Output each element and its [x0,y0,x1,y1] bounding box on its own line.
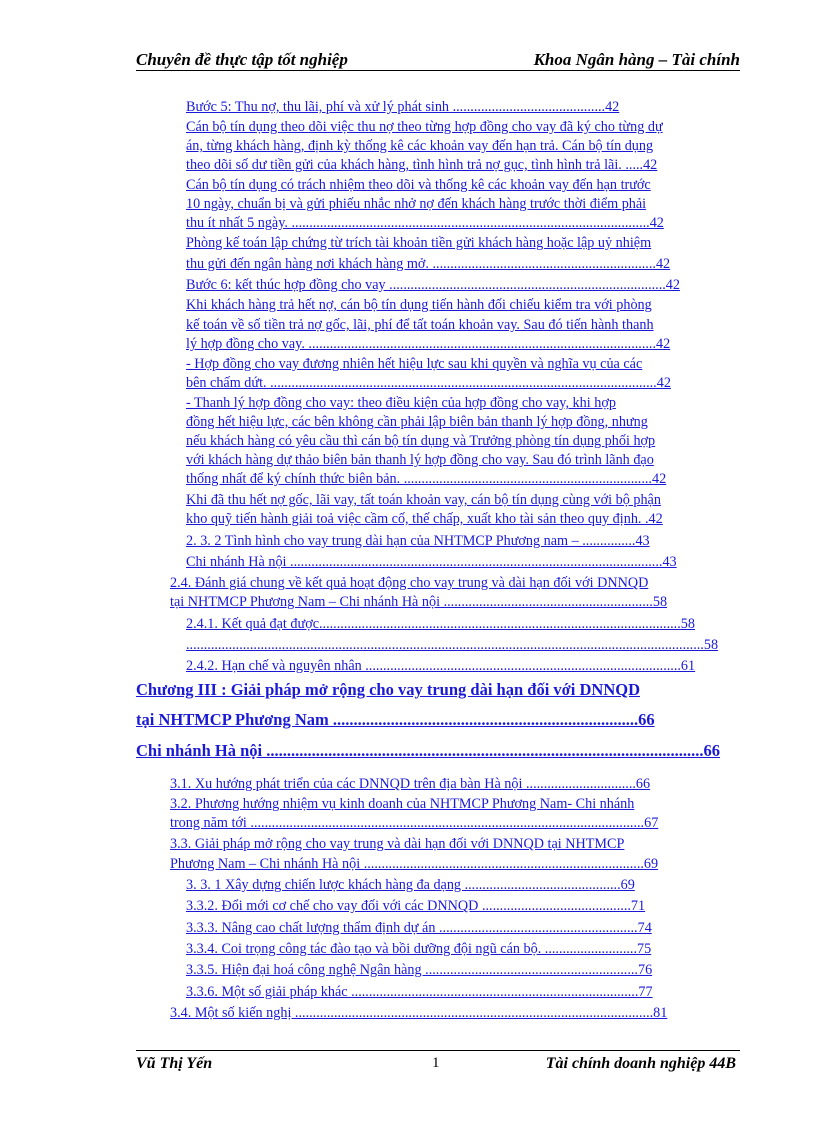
toc-entry[interactable]: đồng hết hiệu lực, các bên không cần phải lập biên bản thanh lý hợp đồng, nhưng [186,414,648,430]
toc-entry[interactable]: Bước 6: kết thúc hợp đồng cho vay ..............................................................................42 [186,277,680,293]
toc-entry[interactable]: 3.3.3. Nâng cao chất lượng thẩm định dự án ........................................................74 [186,920,652,936]
chapter-heading[interactable]: Chương III : Giải pháp mở rộng cho vay trung dài hạn đối với DNNQD [136,680,640,699]
toc-entry[interactable]: tại NHTMCP Phương Nam – Chi nhánh Hà nội ...........................................................58 [170,594,668,610]
toc-entry[interactable]: thu gửi đến ngân hàng nơi khách hàng mở. ...............................................................42 [186,256,671,272]
toc-entry[interactable]: 3.1. Xu hướng phát triển của các DNNQD trên địa bàn Hà nội ...............................66 [170,776,651,792]
toc-entry[interactable]: trong năm tới ...............................................................................................................67 [170,815,659,831]
toc-entry[interactable]: Bước 5: Thu nợ, thu lãi, phí và xử lý phát sinh ...........................................42 [186,99,620,115]
toc-entry[interactable]: Phương Nam – Chi nhánh Hà nội ...............................................................................69 [170,856,659,872]
toc-entry[interactable]: thống nhất để ký chính thức biên bản. ......................................................................42 [186,471,667,487]
toc-entry[interactable]: - Thanh lý hợp đồng cho vay: theo điều kiện của hợp đồng cho vay, khi hợp [186,395,616,411]
toc-entry[interactable]: án, từng khách hàng, định kỳ thống kê các khoản vay đến hạn trả. Cán bộ tín dụng [186,138,654,154]
toc-entry[interactable]: 3.3. Giải pháp mở rộng cho vay trung và dài hạn đối với DNNQD tại NHTMCP [170,836,625,852]
header-title-right: Khoa Ngân hàng – Tài chính [533,50,740,69]
toc-entry[interactable]: kế toán về số tiền trả nợ gốc, lãi, phí để tất toán khoản vay. Sau đó tiến hành thanh [186,317,654,333]
toc-entry[interactable]: Khi khách hàng trả hết nợ, cán bộ tín dụng tiến hành đối chiếu kiểm tra với phòng [186,297,652,313]
footer-author: Vũ Thị Yến [136,1055,213,1072]
toc-entry[interactable]: Phòng kế toán lập chứng từ trích tài khoản tiền gửi khách hàng hoặc lập uỷ nhiệm [186,235,652,251]
toc-entry[interactable]: nếu khách hàng có yêu cầu thì cán bộ tín dụng và Trưởng phòng tín dụng phối hợp [186,433,656,449]
toc-entry[interactable]: 2. 3. 2 Tình hình cho vay trung dài hạn của NHTMCP Phương nam – ...............43 [186,533,650,549]
header-title-left: Chuyên đề thực tập tốt nghiệp [136,50,348,69]
chapter-heading[interactable]: Chi nhánh Hà nội ..........................................................................................................66 [136,741,720,760]
toc-entry[interactable]: ..................................................................................................................................................58 [186,637,719,653]
toc-entry[interactable]: 10 ngày, chuẩn bị và gửi phiếu nhắc nhở nợ đến khách hàng trước thời điểm phải [186,196,647,212]
page-number: 1 [432,1055,440,1071]
toc-entry[interactable]: thu ít nhất 5 ngày. .....................................................................................................42 [186,215,664,231]
toc-entry[interactable]: 2.4. Đánh giá chung về kết quả hoạt động cho vay trung và dài hạn đối với DNNQD [170,575,649,591]
footer-class: Tài chính doanh nghiệp 44B [545,1055,736,1072]
toc-entry[interactable]: 3.3.2. Đổi mới cơ chế cho vay đối với các DNNQD ..........................................71 [186,898,646,914]
toc-entry[interactable]: theo dõi số dư tiền gửi của khách hàng, tình hình trả nợ gục, tình hình trả lãi. .....42 [186,157,658,173]
toc-entry[interactable]: 2.4.1. Kết quả đạt được......................................................................................................58 [186,616,695,632]
toc-entry[interactable]: 3.3.6. Một số giải pháp khác .................................................................................77 [186,984,653,1000]
toc-entry[interactable]: 3.4. Một số kiến nghị .....................................................................................................81 [170,1005,668,1021]
toc-entry[interactable]: Cán bộ tín dụng theo dõi việc thu nợ theo từng hợp đồng cho vay đã ký cho từng dự [186,119,663,135]
chapter-heading[interactable]: tại NHTMCP Phương Nam ..........................................................................66 [136,710,655,729]
footer-divider [136,1050,740,1051]
toc-entry[interactable]: 3.3.4. Coi trọng công tác đào tạo và bồi dưỡng đội ngũ cán bộ. ..........................75 [186,941,652,957]
toc-entry[interactable]: 3. 3. 1 Xây dựng chiến lược khách hàng đa dạng ............................................69 [186,877,635,893]
toc-entry[interactable]: bên chấm dứt. .............................................................................................................42 [186,375,671,391]
toc-entry[interactable]: 3.3.5. Hiện đại hoá công nghệ Ngân hàng ............................................................76 [186,962,653,978]
toc-entry[interactable]: kho quỹ tiến hành giải toả việc cầm cố, thế chấp, xuất kho tài sản theo quy định. .42 [186,511,663,527]
toc-entry[interactable]: 2.4.2. Hạn chế và nguyên nhân .........................................................................................61 [186,658,696,674]
toc-entry[interactable]: 3.2. Phương hướng nhiệm vụ kinh doanh của NHTMCP Phương Nam- Chi nhánh [170,796,635,812]
toc-entry[interactable]: - Hợp đồng cho vay đương nhiên hết hiệu lực sau khi quyền và nghĩa vụ của các [186,356,643,372]
toc-entry[interactable]: Cán bộ tín dụng có trách nhiệm theo dõi và thống kê các khoản vay đến hạn trước [186,177,651,193]
toc-entry[interactable]: Chi nhánh Hà nội .........................................................................................................43 [186,554,677,570]
toc-entry[interactable]: với khách hàng dự thảo biên bản thanh lý hợp đồng cho vay. Sau đó trình lãnh đạo [186,452,654,468]
toc-entry[interactable]: lý hợp đồng cho vay. ..................................................................................................42 [186,336,671,352]
toc-entry[interactable]: Khi đã thu hết nợ gốc, lãi vay, tất toán khoản vay, cán bộ tín dụng cùng với bộ phận [186,492,661,508]
